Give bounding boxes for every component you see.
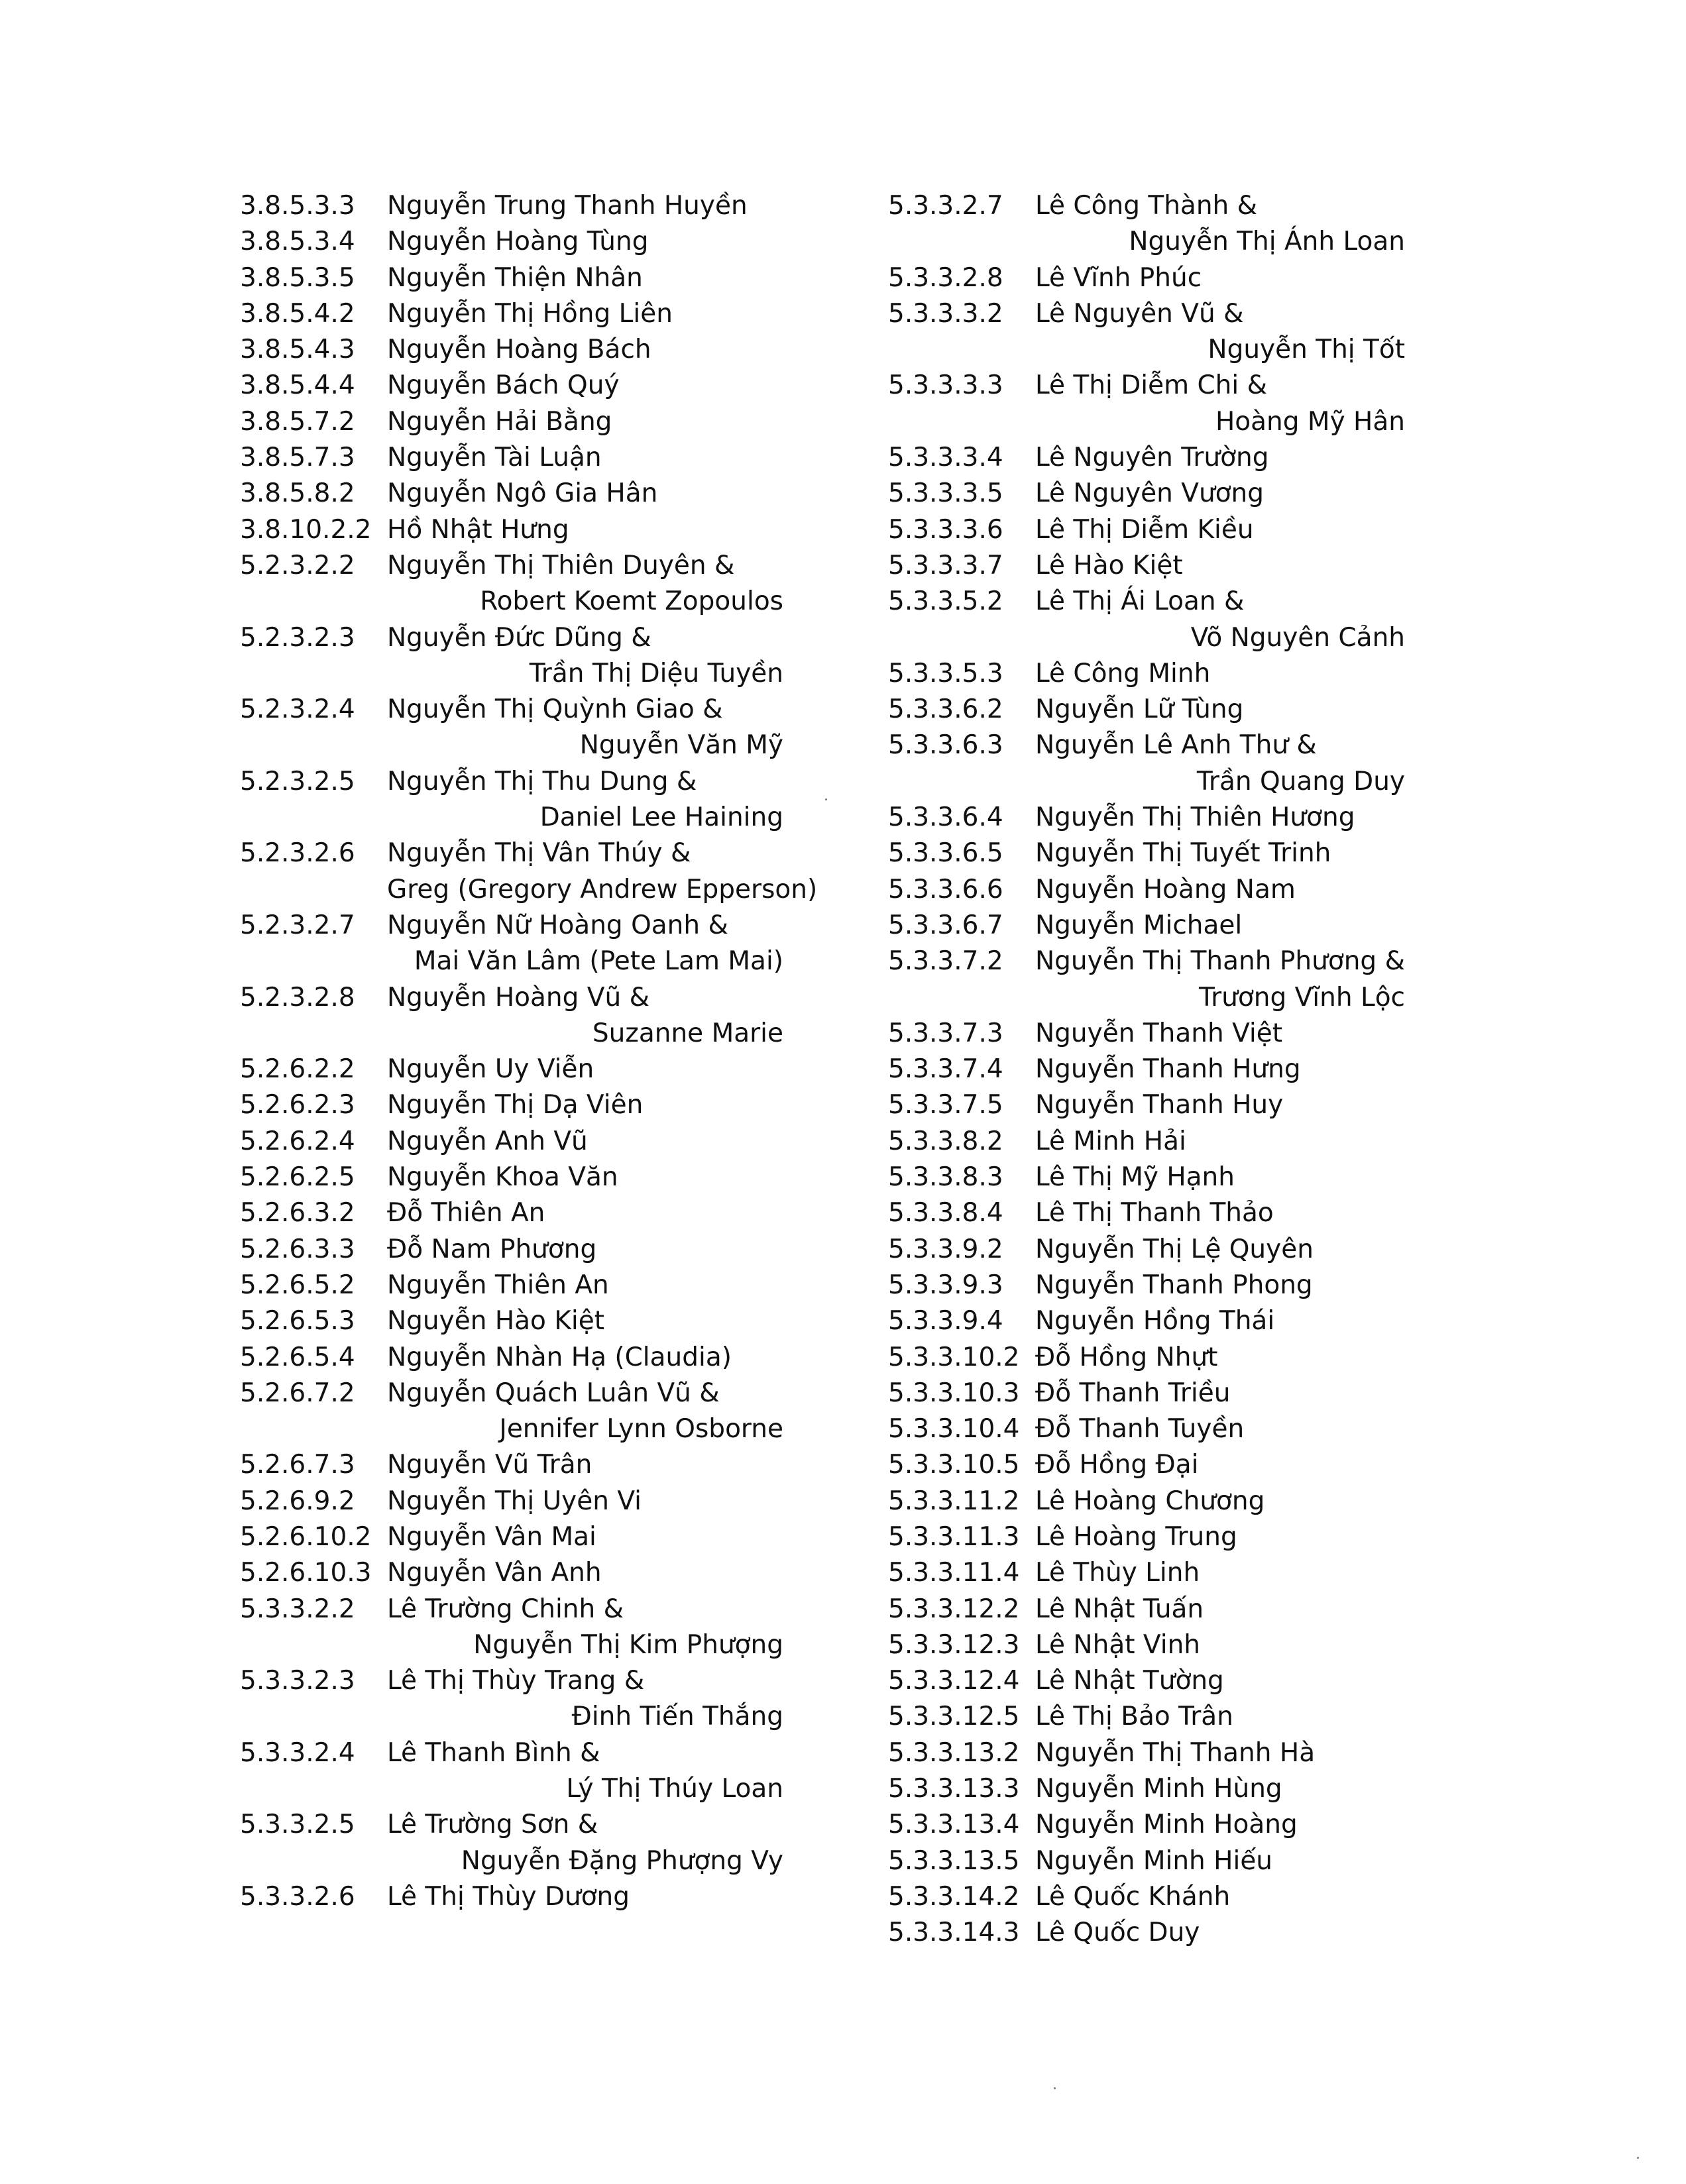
entry-code: 5.3.3.3.4 <box>888 443 1003 473</box>
entry-continuation-line <box>240 800 863 836</box>
entry-code: 5.3.3.2.6 <box>240 1881 355 1912</box>
entry-line <box>240 404 863 440</box>
entry-line <box>888 1843 1432 1879</box>
entry-name: Nguyễn Hải Bằng <box>387 406 612 437</box>
entry-name: Nguyễn Văn Mỹ <box>579 730 783 761</box>
entry-code: 3.8.5.3.5 <box>240 262 355 293</box>
entry-name: Lê Thị Diễm Kiều <box>1035 514 1254 545</box>
entry-code: 5.3.3.5.2 <box>888 586 1003 617</box>
entry-line <box>240 1340 863 1376</box>
entry-line <box>888 1484 1432 1519</box>
entry-name: Nguyễn Minh Hiếu <box>1035 1845 1273 1876</box>
entry-code: 5.2.6.2.4 <box>240 1126 355 1156</box>
entry-name: Nguyễn Hoàng Vũ & <box>387 982 649 1012</box>
entry-code: 5.2.6.5.3 <box>240 1306 355 1337</box>
entry-code: 5.2.6.5.2 <box>240 1270 355 1300</box>
entry-code: 5.2.6.2.2 <box>240 1054 355 1085</box>
entry-line <box>888 728 1432 763</box>
entry-name: Nguyễn Thị Kim Phượng <box>473 1629 783 1660</box>
entry-code: 5.3.3.14.2 <box>888 1881 1020 1912</box>
entry-name: Lê Hào Kiệt <box>1035 550 1183 580</box>
entry-name: Nguyễn Trung Thanh Huyền <box>387 191 748 221</box>
entry-name: Lê Thị Ái Loan & <box>1035 586 1245 617</box>
entry-code: 5.3.3.7.4 <box>888 1054 1003 1085</box>
entry-name: Lê Công Minh <box>1035 658 1211 688</box>
entry-name: Lê Nhật Tường <box>1035 1666 1224 1696</box>
entry-name: Nguyễn Anh Vũ <box>387 1126 588 1156</box>
entry-line <box>888 512 1432 548</box>
entry-line <box>240 332 863 368</box>
entry-name: Nguyễn Ngô Gia Hân <box>387 478 658 509</box>
entry-name: Nguyễn Thị Thu Dung & <box>387 766 697 796</box>
entry-line <box>888 1376 1432 1411</box>
entry-line <box>240 692 863 728</box>
entry-code: 5.3.3.11.2 <box>888 1486 1020 1516</box>
entry-name: Hoàng Mỹ Hân <box>1215 406 1405 437</box>
entry-name: Lê Quốc Duy <box>1035 1918 1200 1948</box>
entry-line <box>240 368 863 404</box>
entry-line <box>240 1087 863 1123</box>
entry-code: 5.2.6.10.3 <box>240 1558 372 1588</box>
entry-code: 5.2.6.2.5 <box>240 1162 355 1193</box>
entry-name: Nguyễn Thiên An <box>387 1270 609 1300</box>
entry-continuation-line <box>888 620 1432 656</box>
entry-line <box>240 1663 863 1699</box>
entry-code: 5.3.3.5.3 <box>888 658 1003 688</box>
entry-line <box>888 872 1432 908</box>
entry-code: 5.3.3.10.3 <box>888 1378 1020 1408</box>
entry-code: 5.3.3.10.5 <box>888 1450 1020 1480</box>
entry-line <box>240 548 863 584</box>
entry-code: 5.2.6.3.2 <box>240 1198 355 1228</box>
entry-code: 5.2.6.5.4 <box>240 1342 355 1372</box>
entry-code: 5.2.3.2.6 <box>240 838 355 869</box>
entry-line <box>888 1627 1432 1663</box>
entry-continuation-line <box>888 404 1432 440</box>
entry-name: Nguyễn Minh Hùng <box>1035 1774 1282 1804</box>
entry-continuation-line <box>240 728 863 763</box>
entry-line <box>240 440 863 476</box>
entry-name: Nguyễn Michael <box>1035 910 1243 940</box>
entry-name: Nguyễn Hoàng Nam <box>1035 874 1296 904</box>
entry-code: 3.8.5.8.2 <box>240 478 355 509</box>
entry-code: 5.3.3.10.2 <box>888 1342 1020 1372</box>
entry-name: Robert Koemt Zopoulos <box>480 586 783 617</box>
entry-line <box>888 548 1432 584</box>
entry-continuation-line <box>240 1843 863 1879</box>
entry-name: Nguyễn Thị Lệ Quyên <box>1035 1234 1314 1264</box>
entry-code: 5.2.6.9.2 <box>240 1486 355 1516</box>
entry-code: 5.2.6.2.3 <box>240 1090 355 1120</box>
entry-continuation-line <box>240 1771 863 1807</box>
entry-line <box>888 1124 1432 1160</box>
entry-name: Nguyễn Thanh Việt <box>1035 1018 1283 1048</box>
entry-name: Nguyễn Hồng Thái <box>1035 1306 1275 1337</box>
entry-line <box>888 1771 1432 1807</box>
entry-code: 5.3.3.12.4 <box>888 1666 1020 1696</box>
entry-line <box>888 1160 1432 1195</box>
entry-name: Nguyễn Thị Thiên Duyên & <box>387 550 735 580</box>
entry-name: Võ Nguyên Cảnh <box>1190 622 1405 653</box>
entry-name: Nguyễn Thanh Phong <box>1035 1270 1313 1300</box>
entry-name: Đinh Tiến Thắng <box>571 1702 783 1732</box>
entry-line <box>888 944 1432 979</box>
entry-code: 5.3.3.3.7 <box>888 550 1003 580</box>
entry-code: 3.8.5.4.2 <box>240 298 355 329</box>
scan-speck <box>1054 2087 1056 2089</box>
entry-line <box>240 1160 863 1195</box>
entry-line <box>240 224 863 260</box>
entry-line <box>888 440 1432 476</box>
entry-code: 5.2.6.10.2 <box>240 1521 372 1552</box>
entry-line <box>888 188 1432 224</box>
entry-line <box>888 1195 1432 1231</box>
entry-continuation-line <box>888 764 1432 800</box>
entry-code: 5.3.3.7.3 <box>888 1018 1003 1048</box>
entry-code: 5.3.3.2.7 <box>888 191 1003 221</box>
entry-line <box>240 764 863 800</box>
entry-code: 5.3.3.7.2 <box>888 946 1003 977</box>
entry-name: Nguyễn Bách Quý <box>387 370 620 401</box>
entry-name: Nguyễn Tài Luận <box>387 443 602 473</box>
entry-line <box>240 1555 863 1591</box>
scan-speck <box>825 798 827 800</box>
entry-code: 5.3.3.13.5 <box>888 1845 1020 1876</box>
entry-name: Trần Thị Diệu Tuyền <box>529 658 783 688</box>
right-column <box>888 188 1432 1951</box>
entry-line <box>888 476 1432 512</box>
entry-name: Nguyễn Thanh Hưng <box>1035 1054 1301 1085</box>
entry-line <box>888 1016 1432 1052</box>
entry-code: 5.3.3.2.2 <box>240 1594 355 1624</box>
entry-code: 5.3.3.2.5 <box>240 1810 355 1840</box>
entry-code: 3.8.5.4.3 <box>240 335 355 365</box>
entry-line <box>888 1052 1432 1087</box>
entry-code: 5.3.3.8.3 <box>888 1162 1003 1193</box>
entry-name: Jennifer Lynn Osborne <box>499 1414 783 1445</box>
entry-code: 5.2.3.2.8 <box>240 982 355 1012</box>
entry-name: Lý Thị Thúy Loan <box>566 1774 783 1804</box>
entry-code: 5.3.3.3.6 <box>888 514 1003 545</box>
entry-code: 5.3.3.13.3 <box>888 1774 1020 1804</box>
entry-code: 5.3.3.2.8 <box>888 262 1003 293</box>
entry-code: 5.3.3.12.5 <box>888 1702 1020 1732</box>
entry-name: Đỗ Thanh Triều <box>1035 1378 1231 1408</box>
entry-code: 5.3.3.13.4 <box>888 1810 1020 1840</box>
entry-line <box>888 1915 1432 1951</box>
entry-name: Đỗ Thiên An <box>387 1198 545 1228</box>
entry-name: Nguyễn Thị Hồng Liên <box>387 298 673 329</box>
entry-name: Nguyễn Nữ Hoàng Oanh & <box>387 910 728 940</box>
entry-code: 5.3.3.6.2 <box>888 694 1003 725</box>
entry-code: 5.3.3.14.3 <box>888 1918 1020 1948</box>
entry-line <box>888 1879 1432 1915</box>
entry-name: Hồ Nhật Hưng <box>387 514 569 545</box>
entry-line <box>888 692 1432 728</box>
entry-name: Nguyễn Khoa Văn <box>387 1162 618 1193</box>
entry-name: Mai Văn Lâm (Pete Lam Mai) <box>414 946 783 977</box>
entry-continuation-line <box>240 1627 863 1663</box>
entry-name: Lê Thị Thùy Dương <box>387 1881 630 1912</box>
entry-code: 5.2.3.2.2 <box>240 550 355 580</box>
entry-code: 5.2.3.2.3 <box>240 622 355 653</box>
entry-continuation-line <box>240 1699 863 1735</box>
entry-name: Lê Hoàng Chương <box>1035 1486 1265 1516</box>
entry-line <box>240 980 863 1016</box>
entry-name: Lê Trường Sơn & <box>387 1810 598 1840</box>
entry-name: Lê Nguyên Vương <box>1035 478 1264 509</box>
entry-line <box>888 1555 1432 1591</box>
entry-name: Nguyễn Thị Dạ Viên <box>387 1090 644 1120</box>
entry-line <box>888 656 1432 692</box>
entry-line <box>240 908 863 944</box>
entry-code: 5.3.3.6.4 <box>888 802 1003 833</box>
entry-name: Nguyễn Quách Luân Vũ & <box>387 1378 720 1408</box>
entry-name: Nguyễn Thị Thiên Hương <box>1035 802 1355 833</box>
entry-line <box>888 836 1432 871</box>
entry-code: 5.3.3.6.6 <box>888 874 1003 904</box>
entry-line <box>240 1807 863 1843</box>
entry-name: Trần Quang Duy <box>1196 766 1405 796</box>
left-column <box>240 188 863 1915</box>
entry-line <box>240 1735 863 1771</box>
entry-name: Nguyễn Uy Viễn <box>387 1054 594 1085</box>
entry-line <box>240 1232 863 1268</box>
entry-code: 5.3.3.3.2 <box>888 298 1003 329</box>
entry-continuation-line <box>240 656 863 692</box>
entry-name: Nguyễn Thị Tốt <box>1208 335 1405 365</box>
entry-code: 5.3.3.2.4 <box>240 1737 355 1768</box>
entry-line <box>888 1807 1432 1843</box>
entry-code: 5.2.3.2.5 <box>240 766 355 796</box>
entry-code: 5.3.3.12.2 <box>888 1594 1020 1624</box>
entry-name: Nguyễn Thị Quỳnh Giao & <box>387 694 723 725</box>
entry-code: 5.3.3.7.5 <box>888 1090 1003 1120</box>
entry-code: 3.8.5.7.2 <box>240 406 355 437</box>
entry-name: Lê Thị Diễm Chi & <box>1035 370 1268 401</box>
entry-name: Lê Trường Chinh & <box>387 1594 624 1624</box>
entry-name: Đỗ Nam Phương <box>387 1234 597 1264</box>
entry-code: 5.3.3.6.7 <box>888 910 1003 940</box>
entry-line <box>240 1592 863 1627</box>
entry-line <box>888 1303 1432 1339</box>
entry-name: Greg (Gregory Andrew Epperson) <box>387 874 818 904</box>
entry-name: Nguyễn Vũ Trân <box>387 1450 592 1480</box>
entry-name: Nguyễn Lê Anh Thư & <box>1035 730 1317 761</box>
entry-name: Nguyễn Lữ Tùng <box>1035 694 1244 725</box>
entry-line <box>240 1052 863 1087</box>
entry-line <box>240 1484 863 1519</box>
entry-line <box>240 1124 863 1160</box>
entry-name: Nguyễn Thị Thanh Phương & <box>1035 946 1405 977</box>
entry-name: Lê Nguyên Trường <box>1035 443 1269 473</box>
entry-name: Lê Minh Hải <box>1035 1126 1186 1156</box>
entry-code: 3.8.5.3.3 <box>240 191 355 221</box>
entry-name: Nguyễn Thiện Nhân <box>387 262 643 293</box>
entry-line <box>888 584 1432 620</box>
entry-code: 3.8.10.2.2 <box>240 514 372 545</box>
entry-name: Nguyễn Hoàng Tùng <box>387 227 649 257</box>
entry-name: Lê Thị Mỹ Hạnh <box>1035 1162 1235 1193</box>
entry-name: Lê Thị Thanh Thảo <box>1035 1198 1274 1228</box>
entry-line <box>888 1268 1432 1303</box>
scan-speck <box>1637 2157 1639 2159</box>
entry-code: 5.3.3.9.2 <box>888 1234 1003 1264</box>
entry-name: Nguyễn Vân Mai <box>387 1521 596 1552</box>
entry-code: 5.3.3.13.2 <box>888 1737 1020 1768</box>
entry-continuation-line <box>240 584 863 620</box>
entry-code: 5.3.3.9.3 <box>888 1270 1003 1300</box>
entry-name: Lê Nguyên Vũ & <box>1035 298 1244 329</box>
entry-name: Lê Nhật Tuấn <box>1035 1594 1204 1624</box>
entry-name: Nguyễn Thị Ánh Loan <box>1129 227 1405 257</box>
entry-line <box>240 1376 863 1411</box>
entry-line <box>240 1879 863 1915</box>
entry-line <box>888 1447 1432 1483</box>
entry-name: Nguyễn Hoàng Bách <box>387 335 651 365</box>
entry-name: Trương Vĩnh Lộc <box>1199 982 1405 1012</box>
entry-name: Nguyễn Minh Hoàng <box>1035 1810 1298 1840</box>
entry-code: 3.8.5.7.3 <box>240 443 355 473</box>
entry-code: 5.3.3.10.4 <box>888 1414 1020 1445</box>
entry-line <box>240 1303 863 1339</box>
entry-line <box>240 1447 863 1483</box>
entry-code: 5.3.3.2.3 <box>240 1666 355 1696</box>
entry-line <box>888 296 1432 332</box>
entry-continuation-line <box>240 1016 863 1052</box>
entry-name: Lê Thùy Linh <box>1035 1558 1200 1588</box>
entry-line <box>240 476 863 512</box>
entry-code: 5.3.3.11.4 <box>888 1558 1020 1588</box>
entry-name: Lê Hoàng Trung <box>1035 1521 1237 1552</box>
entry-line <box>240 836 863 871</box>
entry-name: Nguyễn Vân Anh <box>387 1558 602 1588</box>
entry-continuation-line <box>240 944 863 979</box>
entry-name: Nguyễn Đặng Phượng Vy <box>461 1845 783 1876</box>
entry-name: Nguyễn Nhàn Hạ (Claudia) <box>387 1342 732 1372</box>
entry-code: 5.3.3.11.3 <box>888 1521 1020 1552</box>
entry-name: Lê Thanh Bình & <box>387 1737 600 1768</box>
entry-line <box>240 1268 863 1303</box>
entry-line <box>888 260 1432 296</box>
entry-name: Đỗ Hồng Đại <box>1035 1450 1199 1480</box>
entry-continuation-line <box>888 224 1432 260</box>
entry-code: 5.3.3.3.3 <box>888 370 1003 401</box>
entry-line <box>888 1735 1432 1771</box>
entry-name: Nguyễn Thị Tuyết Trinh <box>1035 838 1331 869</box>
entry-line <box>888 908 1432 944</box>
entry-name: Lê Công Thành & <box>1035 191 1258 221</box>
entry-line <box>240 512 863 548</box>
entry-name: Lê Nhật Vinh <box>1035 1629 1201 1660</box>
entry-line <box>240 620 863 656</box>
entry-continuation-line <box>240 872 863 908</box>
entry-name: Lê Quốc Khánh <box>1035 1881 1231 1912</box>
entry-code: 3.8.5.3.4 <box>240 227 355 257</box>
entry-name: Nguyễn Đức Dũng & <box>387 622 651 653</box>
entry-line <box>888 1592 1432 1627</box>
entry-line <box>240 260 863 296</box>
entry-line <box>888 1411 1432 1447</box>
entry-code: 5.2.6.7.2 <box>240 1378 355 1408</box>
entry-line <box>240 1195 863 1231</box>
entry-line <box>888 1232 1432 1268</box>
entry-line <box>888 1699 1432 1735</box>
entry-code: 5.3.3.12.3 <box>888 1629 1020 1660</box>
entry-continuation-line <box>888 980 1432 1016</box>
entry-code: 5.2.3.2.4 <box>240 694 355 725</box>
entry-code: 5.3.3.6.5 <box>888 838 1003 869</box>
entry-continuation-line <box>888 332 1432 368</box>
entry-name: Đỗ Hồng Nhựt <box>1035 1342 1218 1372</box>
entry-code: 5.2.3.2.7 <box>240 910 355 940</box>
entry-code: 5.3.3.8.2 <box>888 1126 1003 1156</box>
entry-name: Nguyễn Thị Vân Thúy & <box>387 838 691 869</box>
entry-line <box>240 1519 863 1555</box>
entry-name: Lê Thị Thùy Trang & <box>387 1666 645 1696</box>
entry-line <box>240 296 863 332</box>
entry-line <box>888 368 1432 404</box>
entry-code: 5.3.3.8.4 <box>888 1198 1003 1228</box>
entry-line <box>888 800 1432 836</box>
entry-name: Lê Vĩnh Phúc <box>1035 262 1202 293</box>
entry-name: Đỗ Thanh Tuyền <box>1035 1414 1245 1445</box>
entry-name: Daniel Lee Haining <box>539 802 783 833</box>
entry-name: Nguyễn Thị Thanh Hà <box>1035 1737 1316 1768</box>
entry-line <box>888 1519 1432 1555</box>
entry-code: 5.3.3.3.5 <box>888 478 1003 509</box>
entry-code: 5.3.3.6.3 <box>888 730 1003 761</box>
entry-line <box>240 188 863 224</box>
entry-code: 5.2.6.3.3 <box>240 1234 355 1264</box>
entry-name: Nguyễn Thị Uyên Vi <box>387 1486 642 1516</box>
entry-code: 5.2.6.7.3 <box>240 1450 355 1480</box>
entry-name: Suzanne Marie <box>592 1018 783 1048</box>
entry-name: Lê Thị Bảo Trân <box>1035 1702 1233 1732</box>
entry-code: 5.3.3.9.4 <box>888 1306 1003 1337</box>
entry-line <box>888 1340 1432 1376</box>
entry-continuation-line <box>240 1411 863 1447</box>
entry-line <box>888 1663 1432 1699</box>
entry-code: 3.8.5.4.4 <box>240 370 355 401</box>
entry-name: Nguyễn Hào Kiệt <box>387 1306 605 1337</box>
entry-name: Nguyễn Thanh Huy <box>1035 1090 1284 1120</box>
entry-line <box>888 1087 1432 1123</box>
